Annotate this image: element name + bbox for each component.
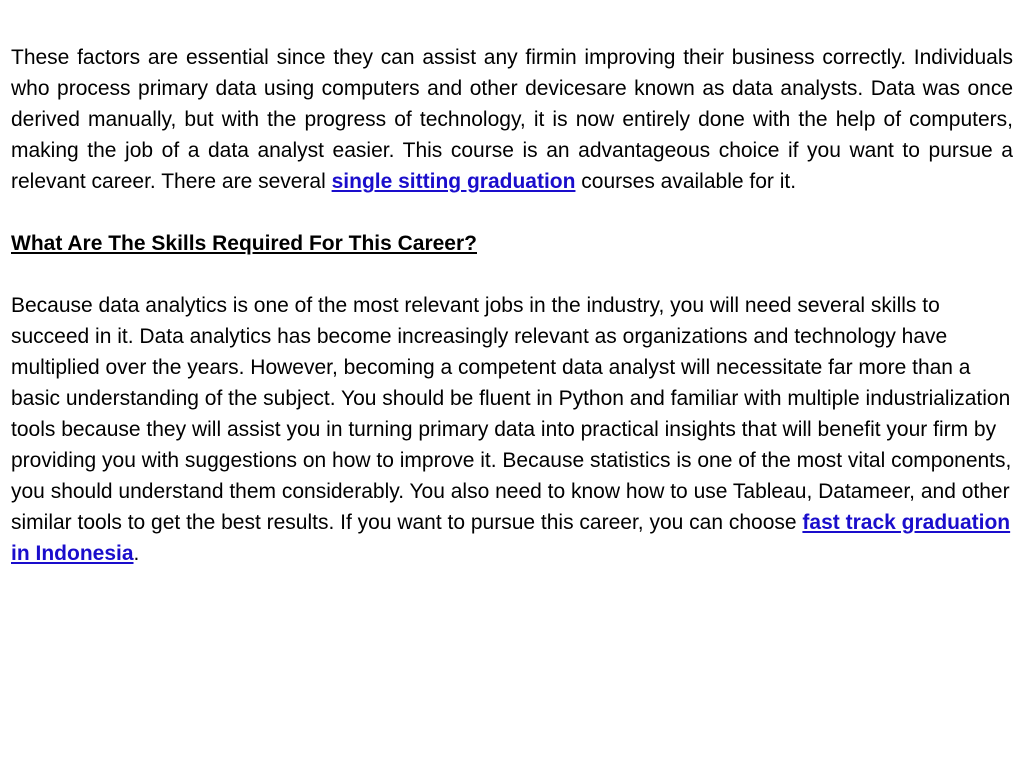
intro-paragraph-text: These factors are essential since they can assist any firmin improving their business correctly. Individuals who process primary data using computers and other devicesare known as data analysts. Data was once derived manually, but with the progress of technology, it is now entirely done with the help of computers, making the job of a data analyst easier. This course is an advantageous choice if you want to pursue a relevant career. There are several: [11, 46, 1013, 193]
single-sitting-graduation-link[interactable]: single sitting graduation: [331, 170, 576, 193]
spacer: [11, 259, 1013, 290]
fast-track-graduation-link[interactable]: fast track graduation in Indonesia: [11, 511, 1011, 565]
skills-paragraph-text: Because data analytics is one of the most relevant jobs in the industry, you will need several skills to succeed in it. Data analytics has become increasingly relevant as organizations and technology have multiplied over the years. However, becoming a competent data analyst will necessitate far more than a basic understanding of the subject. You should be fluent in Python and familiar with multiple industrialization tools because they will assist you in turning primary data into practical insights that will benefit your firm by providing you with suggestions on how to improve it. Because statistics is one of the most vital components, you should understand them considerably. You also need to know how to use Tableau, Datameer, and other similar tools to get the best results. If you want to pursue this career, you can choose: [11, 294, 1012, 534]
section-heading: What Are The Skills Required For This Career?: [11, 232, 477, 255]
intro-paragraph-tail: courses available for it.: [575, 170, 797, 193]
spacer: [11, 197, 1013, 228]
document-page: [11, 42, 1013, 569]
skills-paragraph: [11, 290, 1013, 569]
skills-paragraph-tail: .: [133, 542, 140, 565]
intro-paragraph: [11, 42, 1013, 197]
